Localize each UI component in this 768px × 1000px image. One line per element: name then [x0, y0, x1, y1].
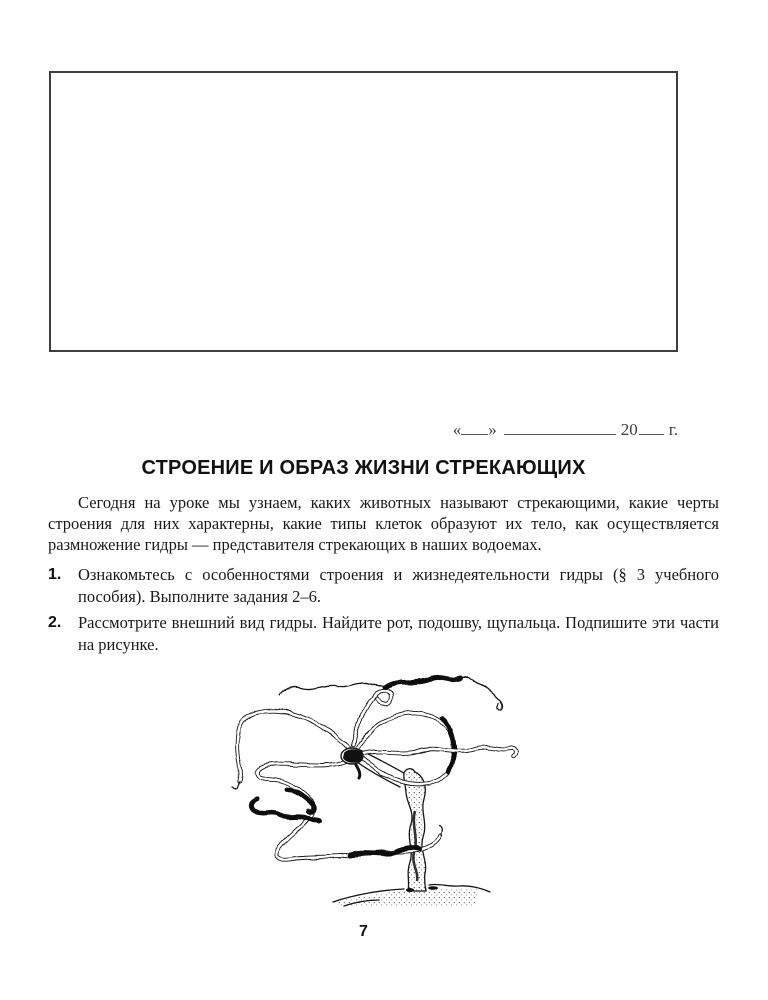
date-open-quote: «	[452, 420, 462, 439]
task-2-text: Рассмотрите внешний вид гидры. Найдите рот, подошву, щупальца. Подпишите эти части на рисунке.	[78, 613, 719, 654]
hydra-body-stalk	[357, 750, 426, 891]
task-1-text: Ознакомьтесь с особенностями строения и жизнедеятельности гидры (§ 3 учебного пособия). Выполните задания 2–6.	[78, 565, 719, 606]
date-year-word: г.	[668, 420, 678, 439]
task-2-number: 2.	[48, 614, 62, 631]
task-item-1	[48, 564, 719, 607]
date-fill-in-line	[49, 420, 678, 440]
task-1-number: 1.	[48, 566, 62, 583]
hydra-tentacles	[232, 677, 516, 859]
answer-box	[49, 71, 678, 352]
task-list	[48, 564, 719, 660]
date-close-quote: »	[488, 420, 497, 439]
task-item-2	[48, 612, 719, 655]
hydra-illustration-icon	[213, 660, 553, 907]
hydra-figure	[213, 660, 553, 907]
date-day-blank	[461, 421, 488, 435]
page-number: 7	[359, 923, 368, 940]
intro-paragraph: Сегодня на уроке мы узнаем, каких животных называют стрекающими, какие черты строения для них характерны, какие типы клеток образуют их тело, как осуществляется размножение гидры — представителя стрекающих в наших водоемах.	[48, 493, 719, 554]
date-century: 20	[620, 420, 638, 439]
page-title: СТРОЕНИЕ И ОБРАЗ ЖИЗНИ СТРЕКАЮЩИХ	[141, 457, 586, 479]
date-year-blank	[639, 421, 664, 435]
date-month-blank	[504, 421, 616, 435]
